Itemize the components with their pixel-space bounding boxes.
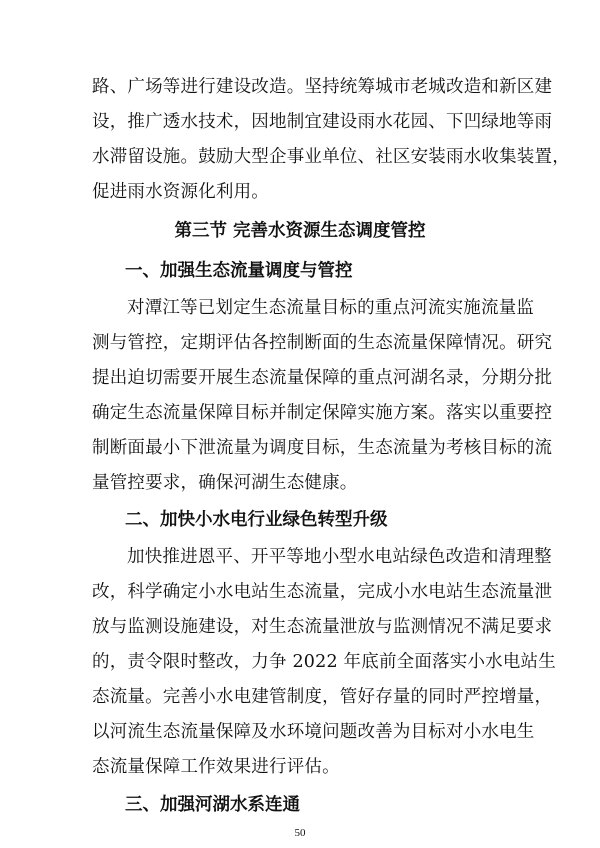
subsection-2-title: 二、加快小水电行业绿色转型升级 [125, 510, 388, 530]
subsection-1-title: 一、加强生态流量调度与管控 [125, 261, 353, 281]
subsection-2-line-2: 改，科学确定小水电站生态流量，完成小水电站生态流量泄 [92, 582, 553, 602]
intro-line-1: 路、广场等进行建设改造。坚持统筹城市老城改造和新区建 [92, 77, 553, 97]
intro-line-2: 设，推广透水技术，因地制宜建设雨水花园、下凹绿地等雨 [92, 112, 553, 132]
subsection-2-line-4: 的，责令限时整改，力争 2022 年底前全面落实小水电站生 [92, 652, 556, 672]
subsection-1-line-6: 量管控要求，确保河湖生态健康。 [92, 473, 358, 493]
section-title: 第三节 完善水资源生态调度管控 [174, 221, 426, 241]
subsection-1-line-5: 制断面最小下泄流量为调度目标，生态流量为考核目标的流 [92, 438, 553, 458]
subsection-2-line-5: 态流量。完善小水电建管制度，管好存量的同时严控增量， [92, 687, 553, 707]
subsection-1-line-1: 对潭江等已划定生态流量目标的重点河流实施流量监 [127, 298, 535, 318]
page-number: 50 [294, 827, 306, 839]
subsection-3-title: 三、加强河湖水系连通 [125, 795, 300, 815]
subsection-1-line-4: 确定生态流量保障目标并制定保障实施方案。落实以重要控 [92, 403, 553, 423]
intro-line-3: 水滞留设施。鼓励大型企事业单位、社区安装雨水收集装置， [92, 147, 570, 167]
subsection-2-line-1: 加快推进恩平、开平等地小型水电站绿色改造和清理整 [127, 547, 552, 567]
intro-line-4: 促进雨水资源化利用。 [92, 182, 269, 202]
subsection-2-line-3: 放与监测设施建设，对生态流量泄放与监测情况不满足要求 [92, 617, 553, 637]
subsection-2-line-6: 以河流生态流量保障及水环境问题改善为目标对小水电生 [92, 722, 535, 742]
subsection-1-line-2: 测与管控，定期评估各控制断面的生态流量保障情况。研究 [92, 333, 553, 353]
subsection-2-line-7: 态流量保障工作效果进行评估。 [92, 757, 340, 777]
subsection-1-line-3: 提出迫切需要开展生态流量保障的重点河湖名录，分期分批 [92, 368, 553, 388]
